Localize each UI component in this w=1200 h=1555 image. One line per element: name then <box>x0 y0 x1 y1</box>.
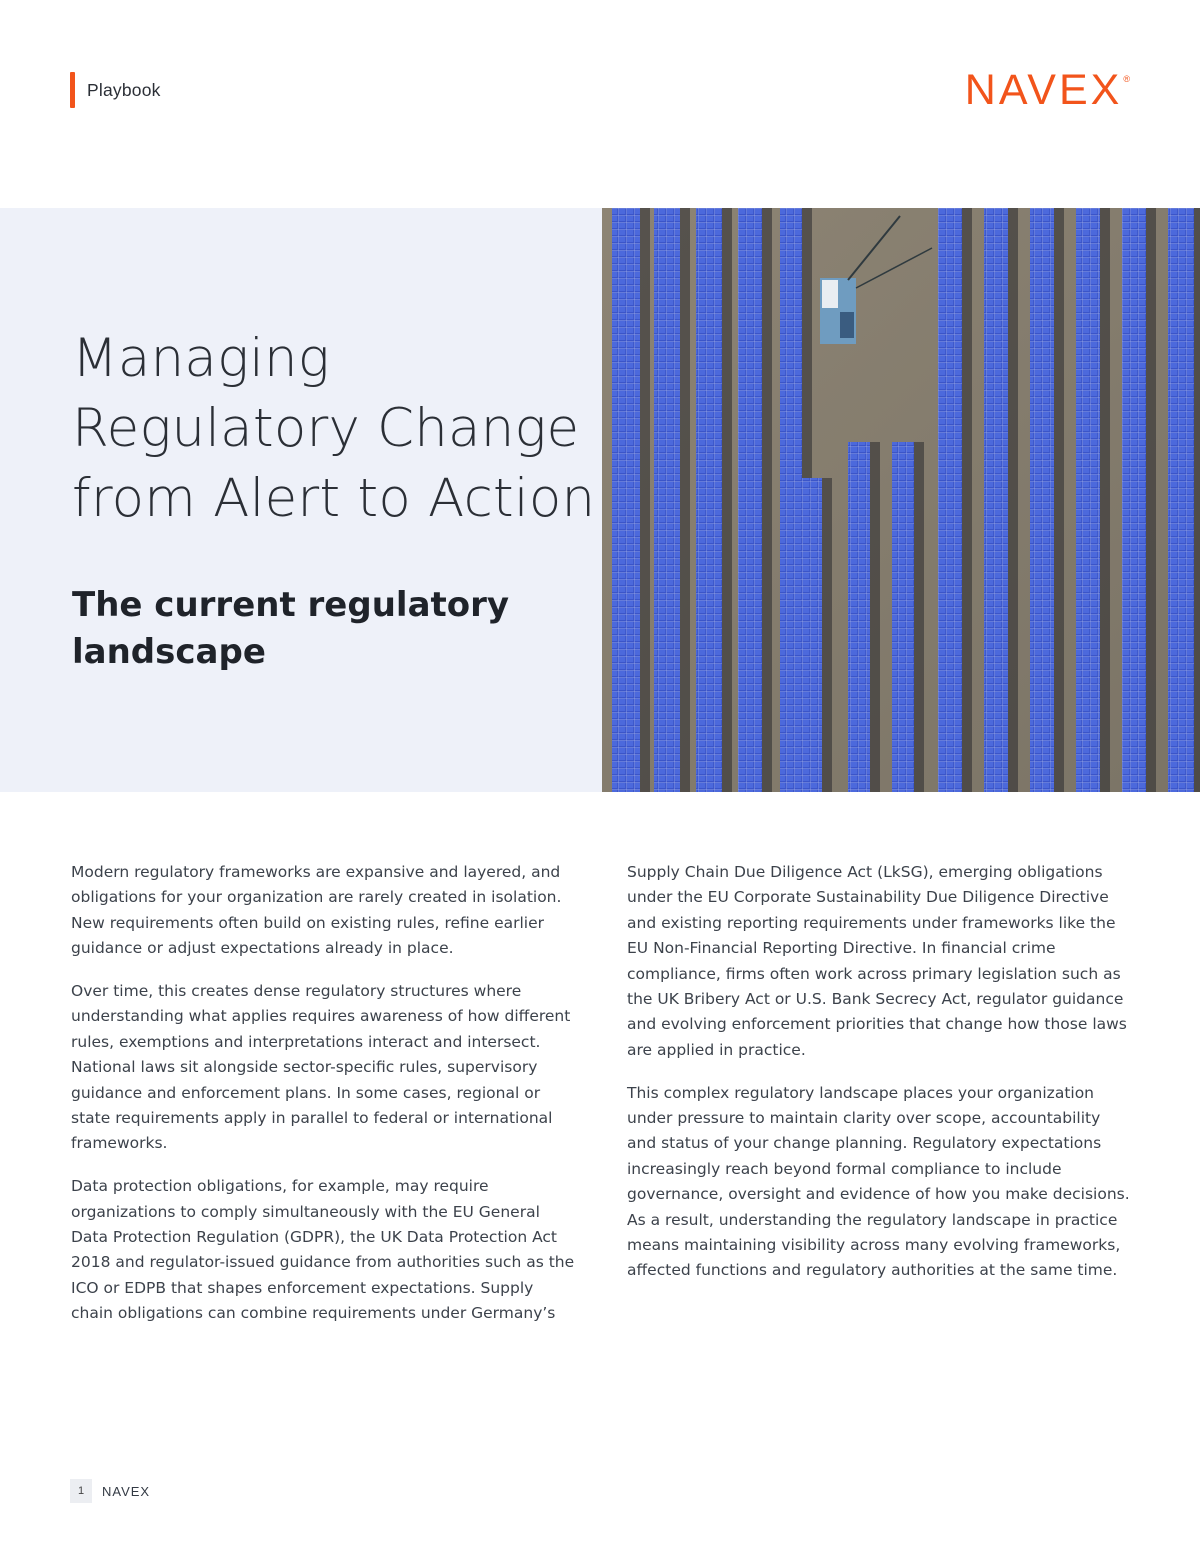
panel-shadow <box>822 478 832 792</box>
panel-shadow <box>640 208 650 792</box>
panel-shadow <box>1008 208 1018 792</box>
solar-panel-row <box>696 208 722 792</box>
panel-shadow <box>1100 208 1110 792</box>
body-paragraph: Modern regulatory frameworks are expansive and layered, and obligations for your organization are rarely created in isolation. New requirements often build on existing rules, refine earlier guidance or adjust expectations already in place. <box>71 863 562 958</box>
solar-panel-row <box>1122 208 1146 792</box>
solar-panel-row <box>780 208 802 792</box>
solar-panel-row <box>1030 208 1054 792</box>
logo-wordmark: NAVEX <box>964 65 1123 114</box>
hero-banner <box>0 208 1200 792</box>
solar-panel-row <box>612 208 640 792</box>
panel-shadow <box>914 442 924 792</box>
solar-panel-row <box>984 208 1008 792</box>
body-paragraph: Supply Chain Due Diligence Act (LkSG), emerging obligations under the EU Corporate Sustainability Due Diligence Directive and existing reporting requirements under frameworks like the EU Non-Financial Reporting Directive. In financial crime compliance, firms often work across primary legislation such as the UK Bribery Act or U.S. Bank Secrecy Act, regulator guidance and evolving enforcement priorities that change how those laws are applied in practice. <box>627 863 1127 1059</box>
registered-mark: ® <box>1123 74 1130 84</box>
panel-shadow <box>1146 208 1156 792</box>
solar-panel-row <box>848 442 870 792</box>
solar-panel-row <box>892 442 914 792</box>
panel-shadow <box>870 442 880 792</box>
panel-shadow <box>722 208 732 792</box>
solar-panel-row <box>1076 208 1100 792</box>
solar-panel-row <box>938 208 962 792</box>
solar-panel-row <box>738 208 762 792</box>
panel-shadow <box>762 208 772 792</box>
solar-panel-row <box>802 478 822 792</box>
section-heading: The current regulatory landscape <box>72 585 510 672</box>
navex-logo <box>964 65 1130 114</box>
body-column-left <box>71 860 576 1344</box>
page-footer <box>70 1478 150 1504</box>
page-title: Managing Regulatory Change from Alert to Action <box>72 328 596 529</box>
solar-farm-photo <box>602 208 1200 792</box>
footer-brand: NAVEX <box>102 1483 151 1499</box>
panel-shadow <box>1054 208 1064 792</box>
panel-shadow <box>962 208 972 792</box>
body-paragraph: Data protection obligations, for example, may require organizations to comply simultaneously with the EU General Data Protection Regulation (GDPR), the UK Data Protection Act 2018 and regulator-issued guidance from authorities such as the ICO or EDPB that shapes enforcement expectations. Supply chain obligations can combine requirements under Germany’s <box>71 1177 575 1323</box>
panel-shadow <box>680 208 690 792</box>
accent-bar <box>70 72 75 108</box>
panel-shadow <box>1194 208 1200 792</box>
body-column-right <box>627 860 1132 1301</box>
document-type-tag <box>70 72 161 108</box>
solar-panel-row <box>1168 208 1194 792</box>
body-paragraph: This complex regulatory landscape places your organization under pressure to maintain clarity over scope, accountability and status of your change planning. Regulatory expectations increasingly reach beyond formal compliance to include governance, oversight and evidence of how you make decisions. As a result, understanding the regulatory landscape in practice means maintaining visibility across many evolving frameworks, affected functions and regulatory authorities at the same time. <box>627 1083 1130 1280</box>
page-number: 1 <box>70 1479 92 1503</box>
document-type-label: Playbook <box>87 79 161 100</box>
solar-panel-row <box>654 208 680 792</box>
body-paragraph: Over time, this creates dense regulatory structures where understanding what applies requires awareness of how different rules, exemptions and interpretations interact and intersect. National laws sit alongside sector-specific rules, supervisory guidance and enforcement plans. In some cases, regional or state requirements apply in parallel to federal or international frameworks. <box>71 982 571 1153</box>
